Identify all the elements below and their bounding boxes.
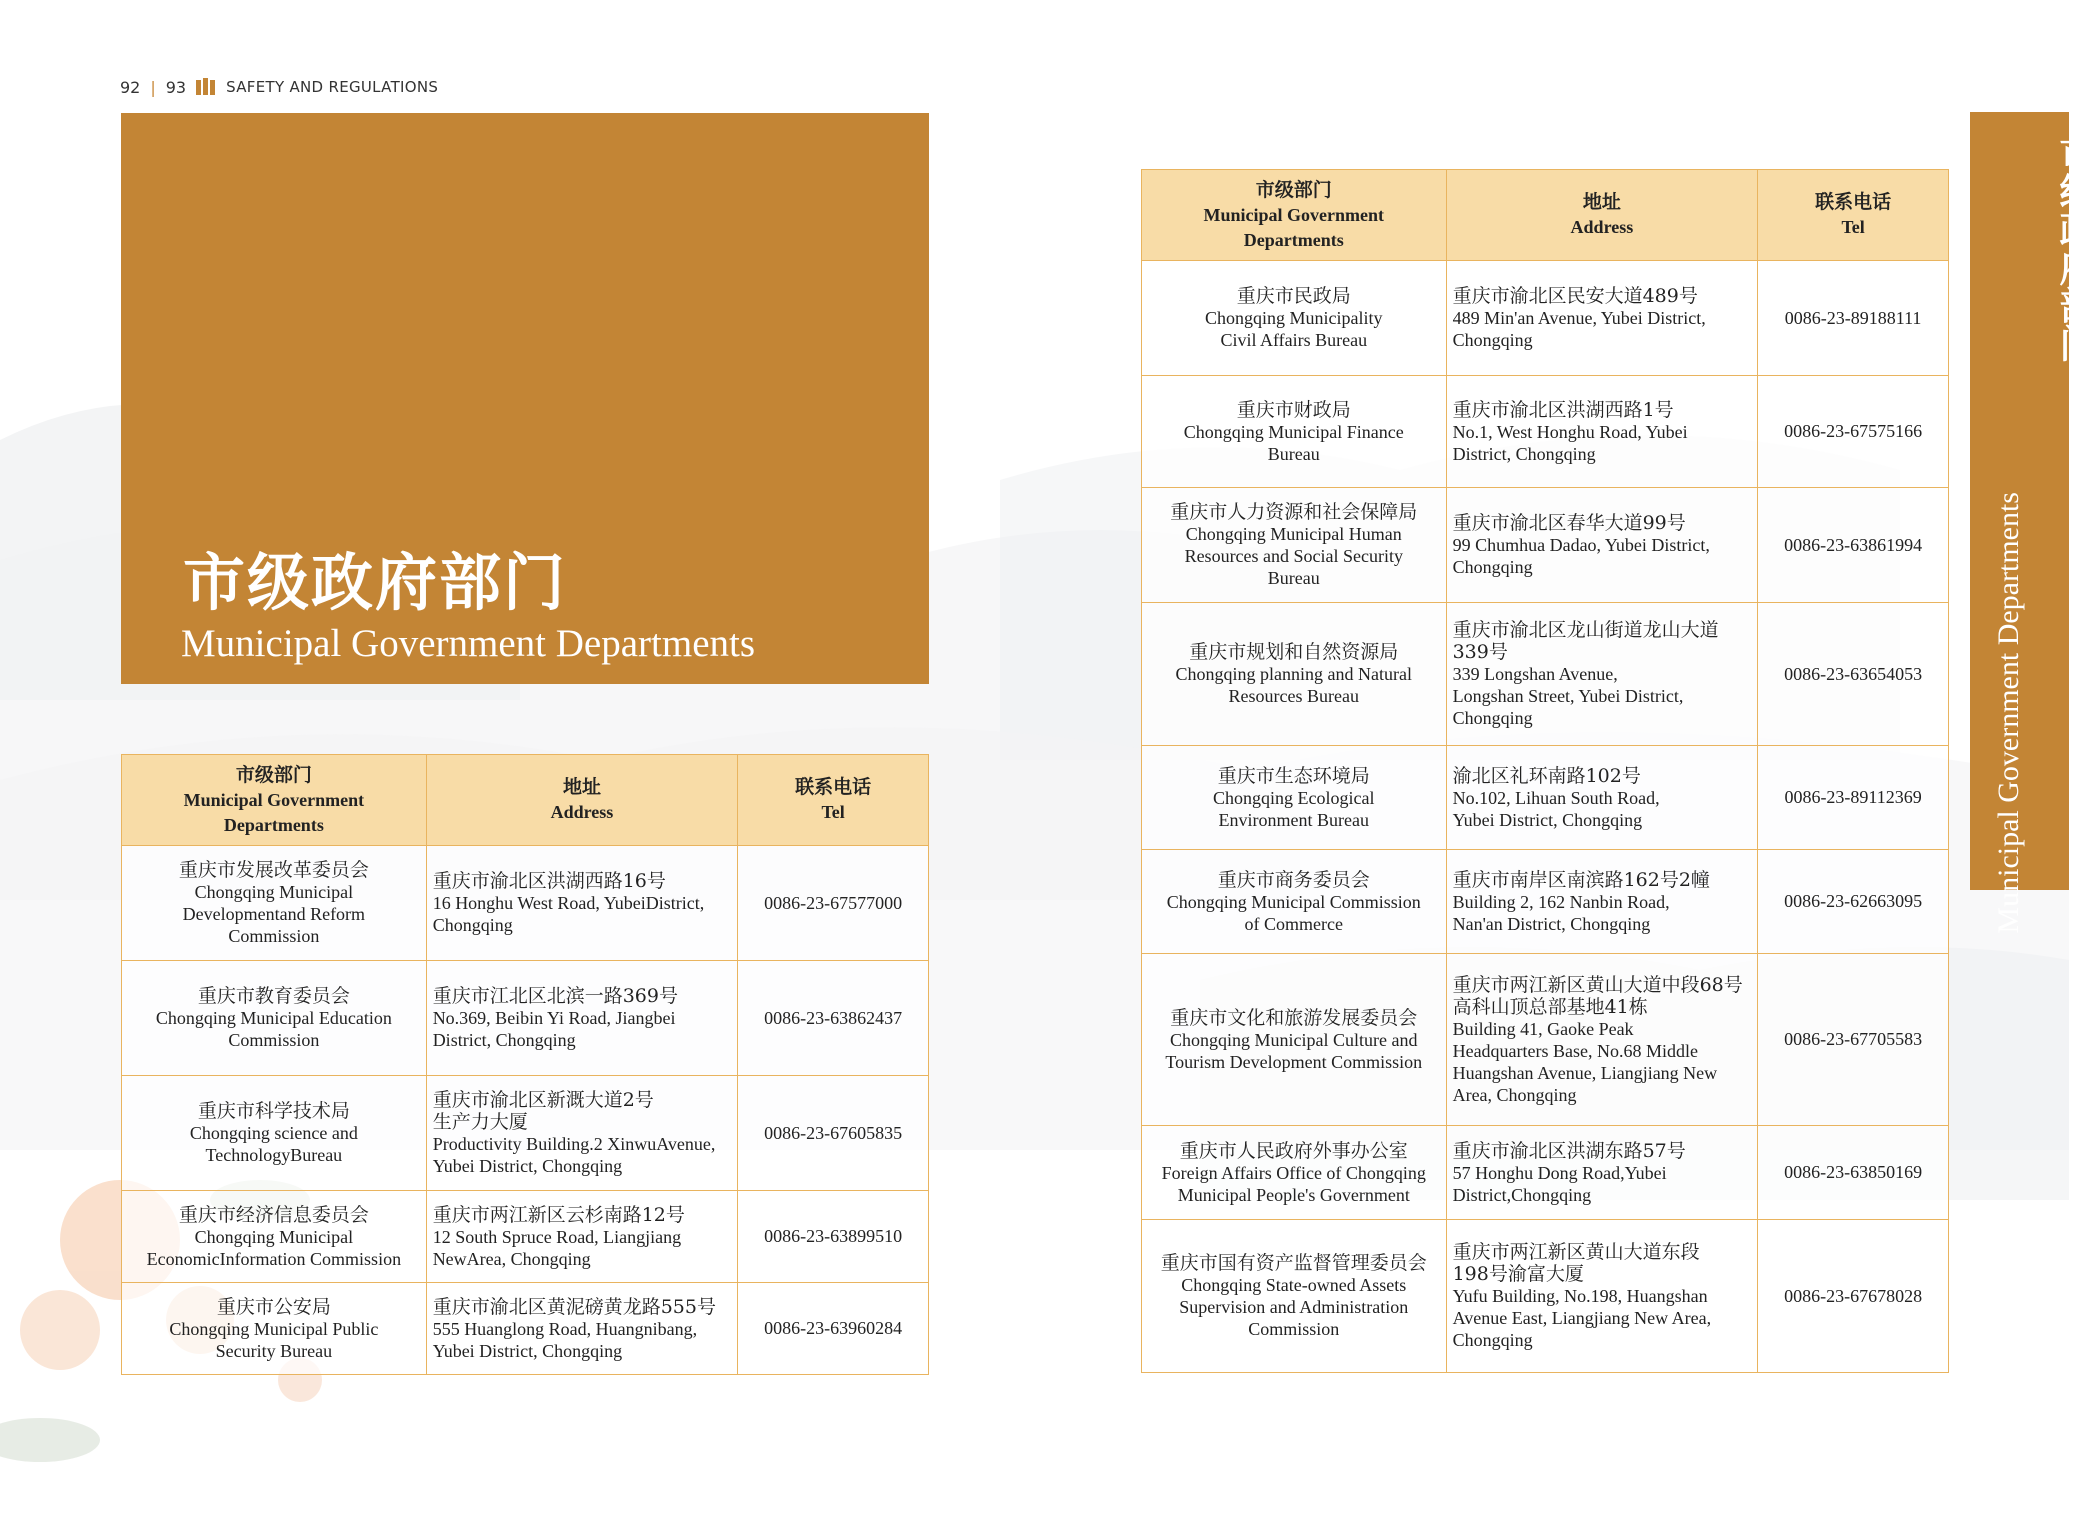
- department-name-english: Municipal People's Government: [1177, 1184, 1410, 1205]
- page-number-separator: |: [150, 77, 156, 97]
- address-chinese: 重庆市江北区北滨一路369号: [432, 985, 678, 1007]
- page-number-left: 92: [120, 77, 141, 97]
- phone-number: 0086-23-67705583: [1758, 954, 1949, 1126]
- address-chinese: 生产力大厦: [432, 1111, 528, 1133]
- address-chinese: 渝北区礼环南路102号: [1452, 764, 1641, 787]
- phone-number: 0086-23-63862437: [738, 961, 929, 1076]
- department-name-english: Supervision and Administration: [1179, 1297, 1409, 1317]
- department-name-english: EconomicInformation Commission: [146, 1248, 402, 1269]
- department-name-chinese: 重庆市文化和旅游发展委员会: [1170, 1006, 1418, 1029]
- department-name-english: Chongqing planning and Natural: [1175, 664, 1413, 684]
- header-address: 地址 Address: [426, 755, 738, 846]
- book-icon: [196, 78, 216, 96]
- department-name-cell: [1142, 954, 1447, 1126]
- department-name-english: Resources Bureau: [1228, 686, 1360, 706]
- address-cell: [426, 1283, 738, 1375]
- departments-table-left: [121, 754, 929, 1375]
- address-english: Yubei District, Chongqing: [432, 1156, 623, 1176]
- department-name-cell: [122, 846, 427, 961]
- department-name-cell: [122, 1283, 427, 1375]
- address-english: Longshan Street, Yubei District,: [1452, 686, 1684, 706]
- address-english: 12 South Spruce Road, Liangjiang: [432, 1226, 682, 1247]
- address-english: 99 Chumhua Dadao, Yubei District,: [1452, 535, 1710, 555]
- table-row: [1142, 1220, 1949, 1373]
- header-address: 地址 Address: [1446, 170, 1758, 261]
- address-english: District, Chongqing: [1452, 443, 1596, 464]
- section-name: SAFETY AND REGULATIONS: [226, 78, 439, 96]
- table-row: [1142, 746, 1949, 850]
- address-chinese: 重庆市渝北区春华大道99号: [1452, 512, 1686, 534]
- department-name-english: Chongqing Municipal: [194, 882, 354, 902]
- department-name-chinese: 重庆市人民政府外事办公室: [1179, 1139, 1408, 1162]
- header-tel: 联系电话 Tel: [1758, 170, 1949, 261]
- table-row: [1142, 954, 1949, 1126]
- department-name-english: Commission: [228, 926, 320, 946]
- department-name-cell: [122, 1076, 427, 1191]
- address-chinese: 重庆市两江新区云杉南路12号: [432, 1203, 685, 1226]
- title-block: [121, 113, 929, 684]
- address-cell: [1446, 954, 1758, 1126]
- department-name-cell: [1142, 1126, 1447, 1220]
- department-name-chinese: 重庆市商务委员会: [1217, 868, 1370, 891]
- table-row: [1142, 488, 1949, 603]
- department-name-english: Chongqing Municipal Finance: [1183, 421, 1404, 442]
- phone-number: 0086-23-63850169: [1758, 1126, 1949, 1220]
- department-name-chinese: 重庆市公安局: [216, 1295, 331, 1318]
- department-name-english: Commission: [228, 1030, 320, 1050]
- address-english: 57 Honghu Dong Road,Yubei: [1452, 1162, 1667, 1183]
- phone-number: 0086-23-89188111: [1758, 261, 1949, 376]
- phone-number: 0086-23-63899510: [738, 1191, 929, 1283]
- table-header-row: [122, 755, 929, 846]
- table-row: [1142, 1126, 1949, 1220]
- address-cell: [1446, 850, 1758, 954]
- address-chinese: 重庆市渝北区新溉大道2号: [432, 1089, 654, 1111]
- phone-number: 0086-23-67605835: [738, 1076, 929, 1191]
- address-english: Huangshan Avenue, Liangjiang New: [1452, 1062, 1718, 1083]
- address-english: Chongqing: [1452, 1330, 1533, 1350]
- page-header: [120, 76, 438, 98]
- department-name-english: Chongqing Ecological: [1213, 787, 1375, 808]
- address-english: Yufu Building, No.198, Huangshan: [1452, 1286, 1708, 1306]
- address-english: District, Chongqing: [432, 1030, 576, 1050]
- address-cell: [1446, 488, 1758, 603]
- phone-number: 0086-23-89112369: [1758, 746, 1949, 850]
- address-cell: [426, 1191, 738, 1283]
- address-chinese: 重庆市渝北区洪湖西路1号: [1452, 398, 1674, 421]
- department-name-cell: [1142, 603, 1447, 746]
- address-english: Building 41, Gaoke Peak: [1452, 1018, 1634, 1039]
- department-name-english: Foreign Affairs Office of Chongqing: [1161, 1162, 1426, 1183]
- address-chinese: 重庆市渝北区民安大道489号: [1452, 285, 1698, 307]
- department-name-chinese: 重庆市民政局: [1236, 285, 1351, 307]
- department-name-english: Tourism Development Commission: [1165, 1051, 1423, 1072]
- address-cell: [1446, 261, 1758, 376]
- department-name-english: Civil Affairs Bureau: [1220, 330, 1368, 350]
- department-name-english: TechnologyBureau: [205, 1145, 343, 1165]
- department-name-english: Developmentand Reform: [182, 904, 366, 924]
- address-english: NewArea, Chongqing: [432, 1248, 591, 1269]
- address-chinese: 重庆市两江新区黄山大道东段: [1452, 1241, 1700, 1263]
- department-name-cell: [1142, 488, 1447, 603]
- address-chinese: 重庆市渝北区龙山街道龙山大道: [1452, 619, 1719, 641]
- phone-number: 0086-23-62663095: [1758, 850, 1949, 954]
- address-chinese: 重庆市渝北区洪湖东路57号: [1452, 1139, 1686, 1162]
- address-english: Building 2, 162 Nanbin Road,: [1452, 891, 1670, 912]
- department-name-english: Commission: [1248, 1319, 1340, 1339]
- department-name-english: Environment Bureau: [1218, 809, 1370, 830]
- address-chinese: 重庆市渝北区洪湖西路16号: [432, 870, 666, 892]
- address-cell: [1446, 1220, 1758, 1373]
- address-english: Avenue East, Liangjiang New Area,: [1452, 1308, 1712, 1328]
- address-english: No.369, Beibin Yi Road, Jiangbei: [432, 1008, 676, 1028]
- table-header-row: [1142, 170, 1949, 261]
- phone-number: 0086-23-63861994: [1758, 488, 1949, 603]
- address-cell: [426, 1076, 738, 1191]
- address-english: No.102, Lihuan South Road,: [1452, 787, 1660, 808]
- department-name-cell: [1142, 850, 1447, 954]
- department-name-english: Chongqing Municipality: [1205, 308, 1383, 328]
- address-english: Yubei District, Chongqing: [432, 1340, 623, 1361]
- address-cell: [1446, 746, 1758, 850]
- address-english: 16 Honghu West Road, YubeiDistrict,: [432, 893, 705, 913]
- department-name-english: Chongqing Municipal Commission: [1166, 891, 1421, 912]
- address-english: Yubei District, Chongqing: [1452, 809, 1643, 830]
- department-name-chinese: 重庆市人力资源和社会保障局: [1170, 501, 1418, 523]
- department-name-cell: [1142, 746, 1447, 850]
- address-cell: [1446, 603, 1758, 746]
- department-name-cell: [122, 961, 427, 1076]
- address-english: Headquarters Base, No.68 Middle: [1452, 1040, 1699, 1061]
- address-english: Chongqing: [1452, 557, 1533, 577]
- address-cell: [426, 961, 738, 1076]
- side-tab-english: Municipal Government Departments: [1992, 492, 2025, 934]
- department-name-chinese: 重庆市国有资产监督管理委员会: [1160, 1252, 1427, 1274]
- table-row: [1142, 376, 1949, 488]
- department-name-english: Chongqing Municipal: [194, 1226, 354, 1247]
- department-name-chinese: 重庆市教育委员会: [197, 985, 350, 1007]
- table-row: [122, 1191, 929, 1283]
- department-name-chinese: 重庆市生态环境局: [1217, 764, 1370, 787]
- address-english: 555 Huanglong Road, Huangnibang,: [432, 1318, 698, 1339]
- page-title-english: Municipal Government Departments: [181, 622, 756, 665]
- address-cell: [426, 846, 738, 961]
- address-english: Chongqing: [1452, 330, 1533, 350]
- table-row: [1142, 261, 1949, 376]
- address-english: Chongqing: [432, 915, 513, 935]
- header-tel: 联系电话 Tel: [738, 755, 929, 846]
- department-name-chinese: 重庆市科学技术局: [197, 1100, 350, 1122]
- address-chinese: 重庆市渝北区黄泥磅黄龙路555号: [432, 1295, 716, 1318]
- address-cell: [1446, 376, 1758, 488]
- department-name-english: Chongqing State-owned Assets: [1181, 1275, 1407, 1295]
- address-chinese: 重庆市南岸区南滨路162号2幢: [1452, 868, 1710, 891]
- side-tab: [1970, 112, 2098, 934]
- phone-number: 0086-23-67575166: [1758, 376, 1949, 488]
- side-tab-chinese: 市级政府部门: [2053, 134, 2098, 362]
- department-name-english: Security Bureau: [215, 1340, 333, 1361]
- address-english: Area, Chongqing: [1452, 1084, 1577, 1105]
- address-english: Productivity Building.2 XinwuAvenue,: [432, 1134, 716, 1154]
- department-name-english: Chongqing science and: [189, 1123, 358, 1143]
- phone-number: 0086-23-67577000: [738, 846, 929, 961]
- address-english: Nan'an District, Chongqing: [1452, 913, 1651, 934]
- page-title-chinese: 市级政府部门: [183, 546, 568, 619]
- page-number-right: 93: [165, 77, 187, 97]
- header-department: 市级部门 Municipal Government Departments: [122, 755, 427, 846]
- address-english: No.1, West Honghu Road, Yubei: [1452, 421, 1688, 442]
- department-name-english: Chongqing Municipal Culture and: [1170, 1029, 1418, 1050]
- department-name-chinese: 重庆市经济信息委员会: [178, 1203, 369, 1226]
- department-name-english: Bureau: [1267, 568, 1320, 588]
- table-row: [1142, 850, 1949, 954]
- department-name-english: Resources and Social Security: [1184, 546, 1404, 566]
- departments-table-right: [1141, 169, 1949, 1373]
- table-row: [1142, 603, 1949, 746]
- department-name-english: Chongqing Municipal Public: [169, 1318, 379, 1339]
- department-name-english: Chongqing Municipal Education: [155, 1008, 392, 1028]
- department-name-chinese: 重庆市发展改革委员会: [178, 859, 369, 881]
- header-department: 市级部门 Municipal Government Departments: [1142, 170, 1447, 261]
- address-english: Chongqing: [1452, 708, 1533, 728]
- department-name-english: Bureau: [1267, 443, 1320, 464]
- department-name-cell: [1142, 261, 1447, 376]
- department-name-chinese: 重庆市财政局: [1236, 398, 1351, 421]
- table-row: [122, 1283, 929, 1375]
- department-name-cell: [122, 1191, 427, 1283]
- address-english: 489 Min'an Avenue, Yubei District,: [1452, 308, 1706, 328]
- department-name-cell: [1142, 1220, 1447, 1373]
- address-chinese: 339号: [1452, 641, 1508, 663]
- table-row: [122, 961, 929, 1076]
- phone-number: 0086-23-63654053: [1758, 603, 1949, 746]
- address-chinese: 重庆市两江新区黄山大道中段68号: [1452, 973, 1743, 996]
- department-name-english: of Commerce: [1244, 913, 1344, 934]
- table-row: [122, 846, 929, 961]
- address-chinese: 198号渝富大厦: [1452, 1263, 1584, 1285]
- address-cell: [1446, 1126, 1758, 1220]
- department-name-english: Chongqing Municipal Human: [1185, 524, 1402, 544]
- address-english: 339 Longshan Avenue,: [1452, 664, 1618, 684]
- address-english: District,Chongqing: [1452, 1184, 1592, 1205]
- phone-number: 0086-23-63960284: [738, 1283, 929, 1375]
- department-name-chinese: 重庆市规划和自然资源局: [1189, 641, 1399, 663]
- address-chinese: 高科山顶总部基地41栋: [1452, 995, 1648, 1018]
- department-name-cell: [1142, 376, 1447, 488]
- phone-number: 0086-23-67678028: [1758, 1220, 1949, 1373]
- table-row: [122, 1076, 929, 1191]
